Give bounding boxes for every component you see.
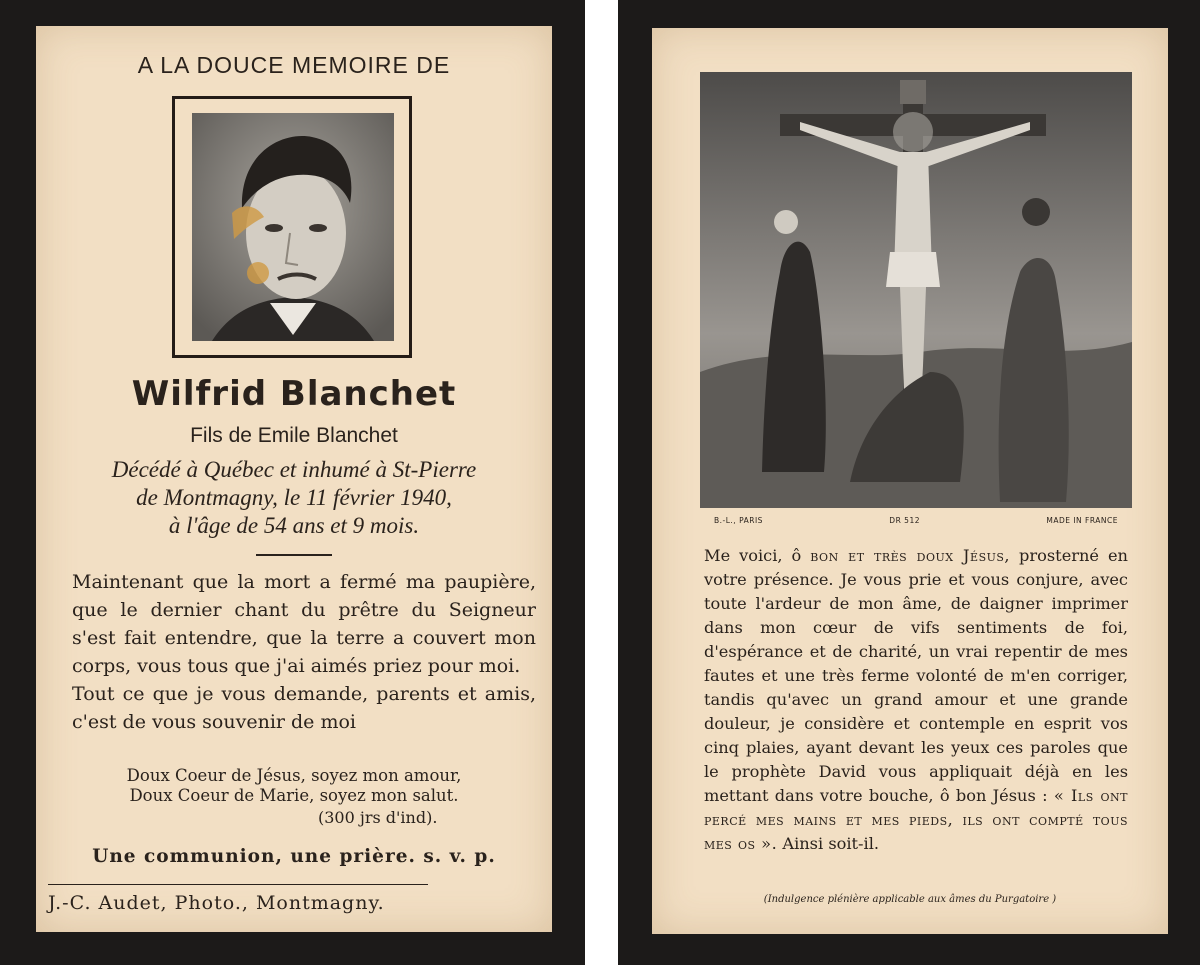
deceased-name: Wilfrid Blanchet xyxy=(131,374,457,414)
photographer-credit: J.-C. Audet, Photo., Montmagny. xyxy=(48,892,385,914)
death-details xyxy=(36,456,552,540)
memorial-text xyxy=(72,568,536,736)
portrait-frame xyxy=(172,96,412,358)
prayer-amen: Ainsi soit-il. xyxy=(782,834,880,853)
reference-label: DR 512 xyxy=(889,516,920,525)
prayer-intro: Me voici, ô xyxy=(704,546,802,565)
short-prayer xyxy=(36,766,552,806)
prayer-intro-smallcaps: bon et très doux Jésus, xyxy=(810,546,1011,565)
origin-label: MADE IN FRANCE xyxy=(1046,516,1118,525)
card-paper-back xyxy=(652,28,1168,934)
crucifixion-engraving xyxy=(700,72,1132,508)
memorial-heading: A LA DOUCE MEMOIRE DE xyxy=(137,52,451,78)
divider xyxy=(256,554,332,556)
memorial-paragraph-1: Maintenant que la mort a fermé ma paupière, que le dernier chant du prêtre du Seigneur s'est fait entendre, que la terre a couvert mon corps, vous tous que j'ai aimés priez pour moi. xyxy=(72,571,536,677)
plenary-indulgence-note: (Indulgence plénière applicable aux âmes du Purgatoire ) xyxy=(763,894,1057,905)
footer-divider xyxy=(48,884,428,885)
memorial-paragraph-2: Tout ce que je vous demande, parents et amis, c'est de vous souvenir de moi xyxy=(72,683,536,733)
death-line-3: à l'âge de 54 ans et 9 mois. xyxy=(168,513,420,538)
death-line-1: Décédé à Québec et inhumé à St-Pierre xyxy=(111,457,477,482)
prayer-line-2: Doux Coeur de Marie, soyez mon salut. xyxy=(129,786,459,805)
prayer-line-1: Doux Coeur de Jésus, soyez mon amour, xyxy=(126,766,462,785)
publisher-label: B.-L., PARIS xyxy=(714,516,763,525)
card-paper-front xyxy=(36,26,552,932)
prayer-quote: « Ils ont percé mes mains et mes pieds, ils ont compté tous mes os ». xyxy=(704,786,1128,853)
communion-request: Une communion, une prière. s. v. p. xyxy=(92,846,496,867)
portrait-illustration xyxy=(192,113,394,341)
memorial-card-back xyxy=(618,0,1200,965)
son-of-line: Fils de Emile Blanchet xyxy=(190,424,398,447)
death-line-2: de Montmagny, le 11 février 1940, xyxy=(136,485,452,510)
portrait-photo xyxy=(192,113,394,341)
prayer-body: prosterné en votre présence. Je vous prie et vous conjure, avec toute l'ardeur de mon âme, de daigner imprimer dans mon cœur de vifs sentiments de foi, d'espérance et de charité, un vrai repentir de mes fautes et une très ferme volonté de m'en corriger, tandis qu'avec un grand amour et une grande douleur, je considère et contemple en esprit vos cinq plaies, ayant devant les yeux ces paroles que le prophète David vous appliquait déjà en les mettant dans votre bouche, ô bon Jésus : xyxy=(704,546,1128,805)
engraving-caption xyxy=(700,516,1132,525)
prayer-text xyxy=(704,544,1128,856)
memorial-card-front xyxy=(0,0,585,965)
indulgence-note: (300 jrs d'ind). xyxy=(318,808,438,827)
crucifixion-illustration xyxy=(700,72,1132,508)
